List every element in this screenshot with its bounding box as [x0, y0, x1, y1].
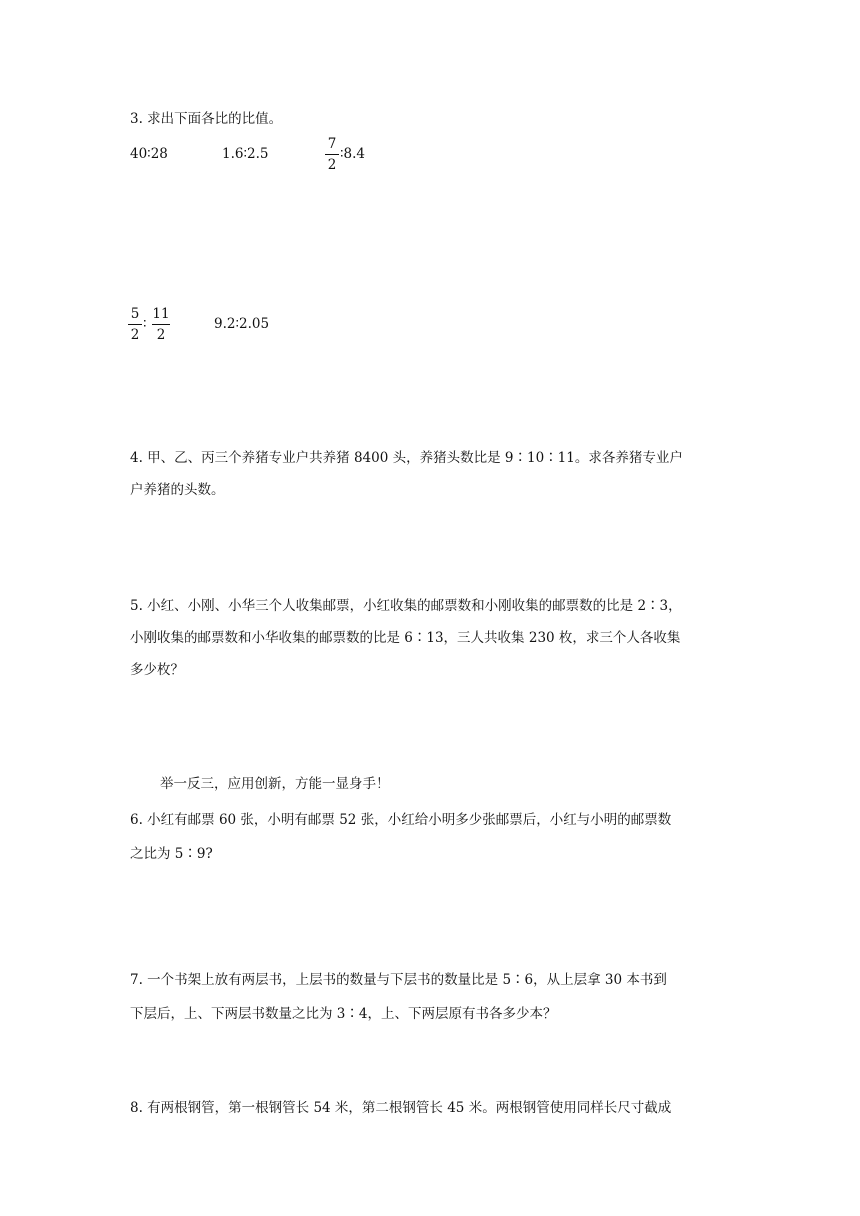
fraction-numerator: 7 — [327, 136, 337, 152]
fraction-bar — [128, 324, 142, 325]
ratio-item-a: 40∶28 — [130, 146, 168, 162]
fraction-denominator: 2 — [327, 157, 337, 173]
ratio-item-b: 1.6∶2.5 — [222, 146, 269, 162]
question-6-line-2: 之比为 5∶9? — [130, 846, 213, 862]
question-6-line-1: 6. 小红有邮票 60 张，小明有邮票 52 张，小红给小明多少张邮票后，小红与小明的邮票数 — [130, 812, 672, 828]
section-heading: 举一反三，应用创新，方能一显身手！ — [160, 776, 390, 792]
question-4-line-1: 4. 甲、乙、丙三个养猪专业户共养猪 8400 头，养猪头数比是 9∶10∶11。求各养猪专业户 — [130, 450, 683, 466]
fraction-item-d-right — [152, 306, 170, 344]
fraction-denominator: 2 — [156, 327, 166, 343]
fraction-bar — [152, 324, 170, 325]
question-8-line-1: 8. 有两根钢管，第一根钢管长 54 米，第二根钢管长 45 米。两根钢管使用同样长尺寸截成 — [130, 1100, 672, 1116]
fraction-denominator: 2 — [130, 327, 140, 343]
question-7-line-2: 下层后，上、下两层书数量之比为 3∶4，上、下两层原有书各多少本？ — [130, 1006, 557, 1022]
question-7-line-1: 7. 一个书架上放有两层书，上层书的数量与下层书的数量比是 5∶6，从上层拿 30 本书到 — [130, 972, 667, 988]
fraction-bar — [325, 154, 339, 155]
question-3-title: 3. 求出下面各比的比值。 — [130, 111, 283, 127]
question-4-line-2: 户养猪的头数。 — [130, 482, 225, 498]
ratio-colon: ∶ — [143, 316, 147, 332]
question-5-line-1: 5. 小红、小刚、小华三个人收集邮票，小红收集的邮票数和小刚收集的邮票数的比是 2∶3， — [130, 598, 682, 614]
fraction-item-c — [325, 136, 339, 174]
fraction-numerator: 11 — [152, 306, 170, 322]
ratio-item-e: 9.2∶2.05 — [214, 316, 270, 332]
fraction-numerator: 5 — [130, 306, 140, 322]
fraction-item-d-left — [128, 306, 142, 344]
ratio-item-c-rest: ∶8.4 — [340, 146, 365, 162]
question-5-line-2: 小刚收集的邮票数和小华收集的邮票数的比是 6∶13，三人共收集 230 枚，求三个人各收集 — [130, 630, 681, 646]
question-5-line-3: 多少枚？ — [130, 662, 184, 678]
